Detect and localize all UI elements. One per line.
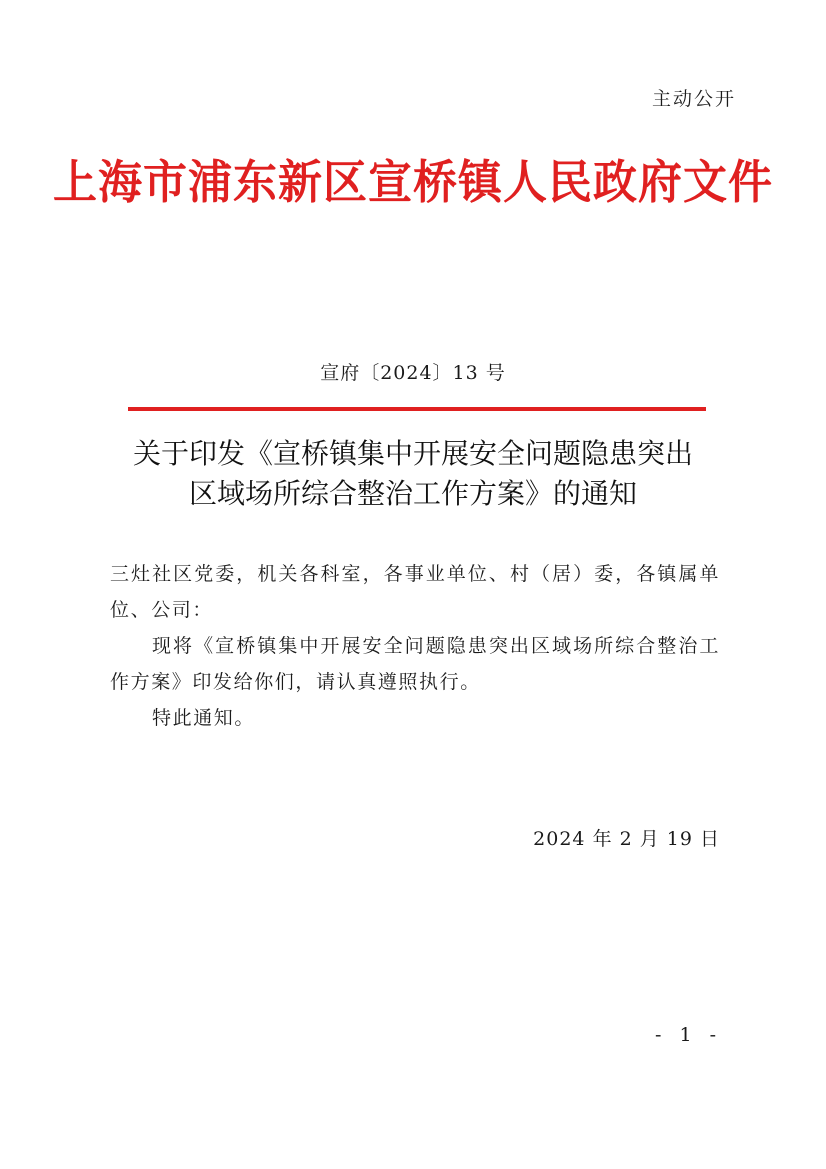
page-number: - 1 - [654,1024,722,1046]
body-paragraph-1: 现将《宣桥镇集中开展安全问题隐患突出区域场所综合整治工作方案》印发给你们，请认真遵照执行。 [110,635,720,693]
notice-title [0,434,826,514]
disclosure-label: 主动公开 [651,88,736,110]
notice-title-line-2: 区域场所综合整治工作方案》的通知 [188,477,637,510]
notice-title-line-1: 关于印发《宣桥镇集中开展安全问题隐患突出 [132,437,693,470]
body-paragraph-2: 特此通知。 [152,707,256,729]
document-number: 宣府〔2024〕13 号 [320,362,506,384]
recipients-text: 三灶社区党委，机关各科室，各事业单位、村（居）委，各镇属单位、公司： [110,563,720,621]
issue-date: 2024 年 2 月 19 日 [533,828,720,850]
masthead-title: 上海市浦东新区宣桥镇人民政府文件 [53,155,773,210]
red-divider-line [128,407,706,411]
